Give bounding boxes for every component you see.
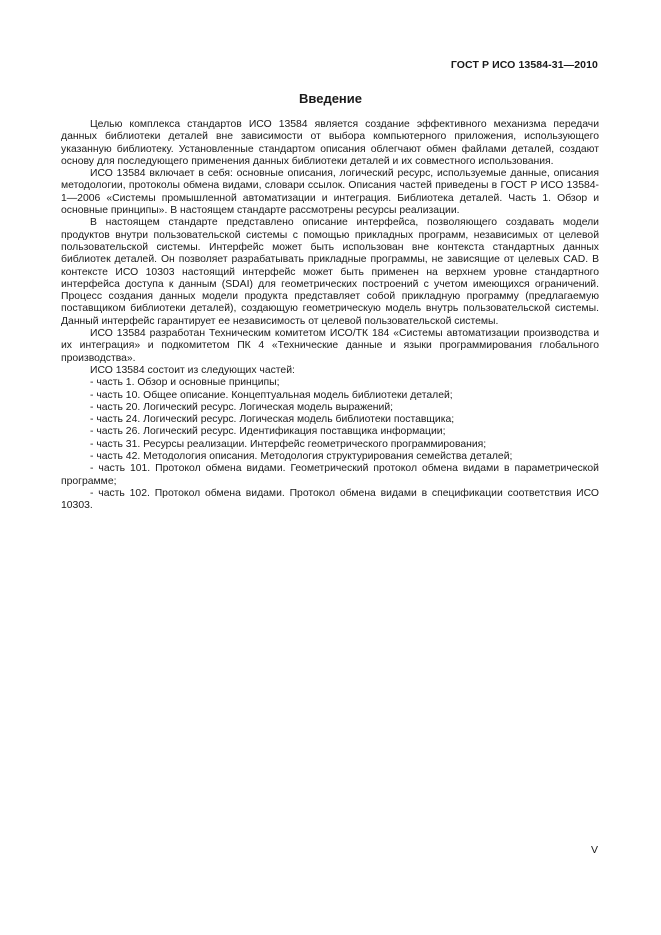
list-item: - часть 10. Общее описание. Концептуальная модель библиотеки деталей; — [90, 389, 453, 401]
list-item: - часть 101. Протокол обмена видами. Геометрический протокол обмена видами в параметрической программе; — [61, 463, 599, 487]
list-item: - часть 26. Логический ресурс. Идентификация поставщика информации; — [90, 426, 446, 438]
list-item: - часть 1. Обзор и основные принципы; — [90, 377, 280, 389]
list-item: - часть 42. Методология описания. Методология структурирования семейства деталей; — [90, 451, 513, 463]
page-number: V — [590, 844, 598, 856]
document-body — [61, 119, 599, 513]
parts-list — [61, 377, 599, 512]
paragraph: Целью комплекса стандартов ИСО 13584 является создание эффективного механизма передачи данных библиотеки деталей вне зависимости от выбора компьютерного приложения, использующего указанную библиотеку. Установленные стандартом описания облегчают обмен файлами деталей, создают основу для последующего применения данных библиотеки деталей и их совместного использования. — [61, 119, 599, 167]
paragraph: ИСО 13584 состоит из следующих частей: — [90, 364, 295, 376]
list-item: - часть 31. Ресурсы реализации. Интерфейс геометрического программирования; — [90, 438, 487, 450]
section-title: Введение — [299, 91, 362, 106]
list-item: - часть 102. Протокол обмена видами. Протокол обмена видами в спецификации соответствия ИСО 10303. — [61, 487, 599, 512]
paragraph: ИСО 13584 включает в себя: основные описания, логический ресурс, используемые данные, описания методологии, протоколы обмена видами, словари ссылок. Описания частей приведены в ГОСТ Р ИСО 13584-1—2006 «Системы промышленной автоматизации и интеграция. Библиотека деталей. Часть 1. Обзор и основные принципы». В настоящем стандарте рассмотрены ресурсы реализации. — [61, 168, 599, 217]
list-item: - часть 24. Логический ресурс. Логическая модель библиотеки поставщика; — [90, 414, 455, 426]
paragraph: ИСО 13584 разработан Техническим комитетом ИСО/ТК 184 «Системы автоматизации производства и их интеграция» и подкомитетом ПК 4 «Технические данные и языки программирования глобального производства». — [61, 328, 599, 364]
document-designation: ГОСТ Р ИСО 13584-31—2010 — [450, 59, 598, 71]
list-item: - часть 20. Логический ресурс. Логическая модель выражений; — [90, 401, 394, 413]
paragraph: В настоящем стандарте представлено описание интерфейса, позволяющего создавать модели продуктов внутри пользовательской системы с помощью прикладных программ, независимых от целевой пользовательской системы. Интерфейс может быть использован вне контекста стандартных данных библиотек деталей. Он позволяет разрабатывать прикладные программы, не зависящие от целевых CAD. В контексте ИСО 10303 настоящий интерфейс может быть применен на верхнем уровне стандартного интерфейса доступа к данным (SDAI) для геометрических построений с учетом имеющихся ограничений. Процесс создания данных модели продукта представляет собой прикладную программу (предлагаемую поставщиком библиотеки деталей), создающую геометрическую модель внутрь пользовательской системы. Данный интерфейс гарантирует ее независимость от целевой пользовательской системы. — [61, 217, 599, 327]
